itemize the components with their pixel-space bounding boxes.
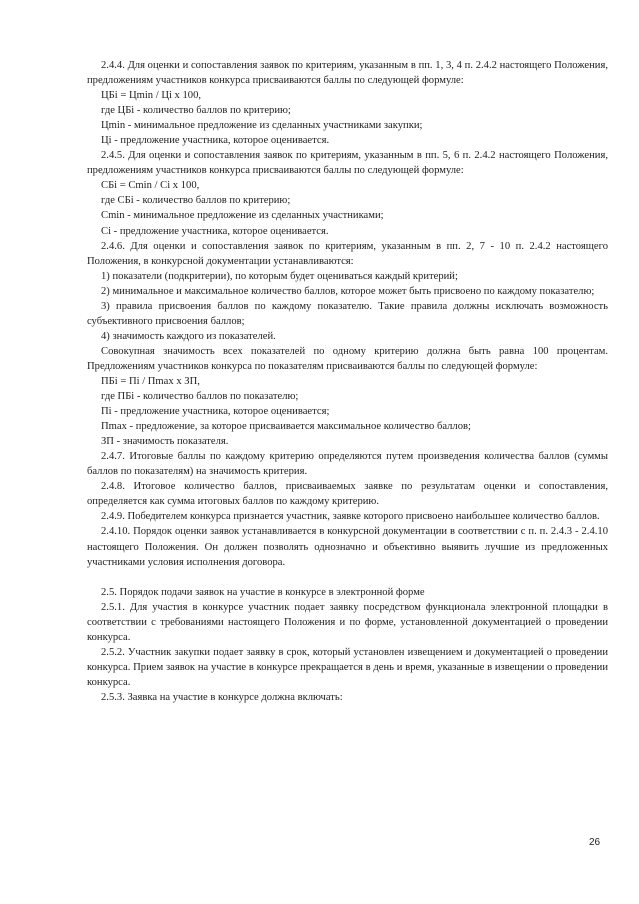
paragraph: 3) правила присвоения баллов по каждому показателю. Такие правила должны исключать возможность субъективного присвоения баллов; [87,300,608,327]
paragraph: ЗП - значимость показателя. [101,436,229,448]
paragraph: 2.4.10. Порядок оценки заявок устанавливается в конкурсной документации в соответствии с п. п. 2.4.3 - 2.4.10 настоящего Положения. Он должен позволять однозначно и объективно выявить лучшие из предложенных участниками условия исполнения договора. [87,526,608,568]
paragraph: 2.5.1. Для участия в конкурсе участник подает заявку посредством функционала электронной площадки в соответствии с требованиями настоящего Положения и по форме, установленной документацией о проведении конкурса. [87,601,608,643]
paragraph: 2.5. Порядок подачи заявок на участие в конкурсе в электронной форме [101,586,425,598]
page-number: 26 [589,837,601,848]
paragraph: 2.4.7. Итоговые баллы по каждому критерию определяются путем произведения количества баллов (суммы баллов по показателям) на значимость критерия. [87,451,608,478]
paragraph: где ПБi - количество баллов по показателю; [101,391,299,403]
paragraph: 1) показатели (подкритерии), по которым будет оцениваться каждый критерий; [101,270,458,282]
paragraph: Цmin - минимальное предложение из сделанных участниками закупки; [101,120,423,132]
paragraph: Цi - предложение участника, которое оценивается. [101,135,330,147]
paragraph: 2) минимальное и максимальное количество баллов, которое может быть присвоено по каждому показателю; [101,285,595,297]
paragraph: 2.5.3. Заявка на участие в конкурсе должна включать: [101,691,343,703]
paragraph: Пmax - предложение, за которое присваивается максимальное количество баллов; [101,421,471,433]
paragraph: 2.4.6. Для оценки и сопоставления заявок по критериям, указанным в пп. 2, 7 - 10 п. 2.4.2 настоящего Положения, в конкурсной документации устанавливаются: [87,240,608,267]
paragraph: где ЦБi - количество баллов по критерию; [101,105,291,117]
paragraph: Cmin - минимальное предложение из сделанных участниками; [101,210,384,222]
paragraph: 2.4.8. Итоговое количество баллов, присваиваемых заявке по результатам оценки и сопоставления, определяется как сумма итоговых баллов по каждому критерию. [87,481,608,508]
paragraph: ЦБi = Цmin / Цi х 100, [101,90,202,102]
paragraph: 2.4.4. Для оценки и сопоставления заявок по критериям, указанным в пп. 1, 3, 4 п. 2.4.2 настоящего Положения, предложениям участников конкурса присваиваются баллы по следующей формуле: [87,60,608,87]
paragraph: где СБi - количество баллов по критерию; [101,195,291,207]
document-body [87,58,608,705]
paragraph: 2.5.2. Участник закупки подает заявку в срок, который установлен извещением и документацией о проведении конкурса. Прием заявок на участие в конкурсе прекращается в день и время, указанные в извещении о проведении конкурса. [87,646,608,688]
paragraph: 2.4.9. Победителем конкурса признается участник, заявке которого присвоено наибольшее количество баллов. [101,511,600,523]
paragraph: 2.4.5. Для оценки и сопоставления заявок по критериям, указанным в пп. 5, 6 п. 2.4.2 настоящего Положения, предложениям участников конкурса присваиваются баллы по следующей формуле: [87,150,608,177]
paragraph: ПБi = Пi / Пmax х ЗП, [101,375,200,387]
paragraph: СБi = Cmin / Ci х 100, [101,180,200,192]
paragraph: Совокупная значимость всех показателей по одному критерию должна быть равна 100 процентам. Предложениям участников конкурса по показателям присваиваются баллы по следующей формуле: [87,345,608,372]
paragraph: Ci - предложение участника, которое оценивается. [101,225,329,237]
paragraph: 4) значимость каждого из показателей. [101,330,276,342]
paragraph: Пi - предложение участника, которое оценивается; [101,406,330,418]
